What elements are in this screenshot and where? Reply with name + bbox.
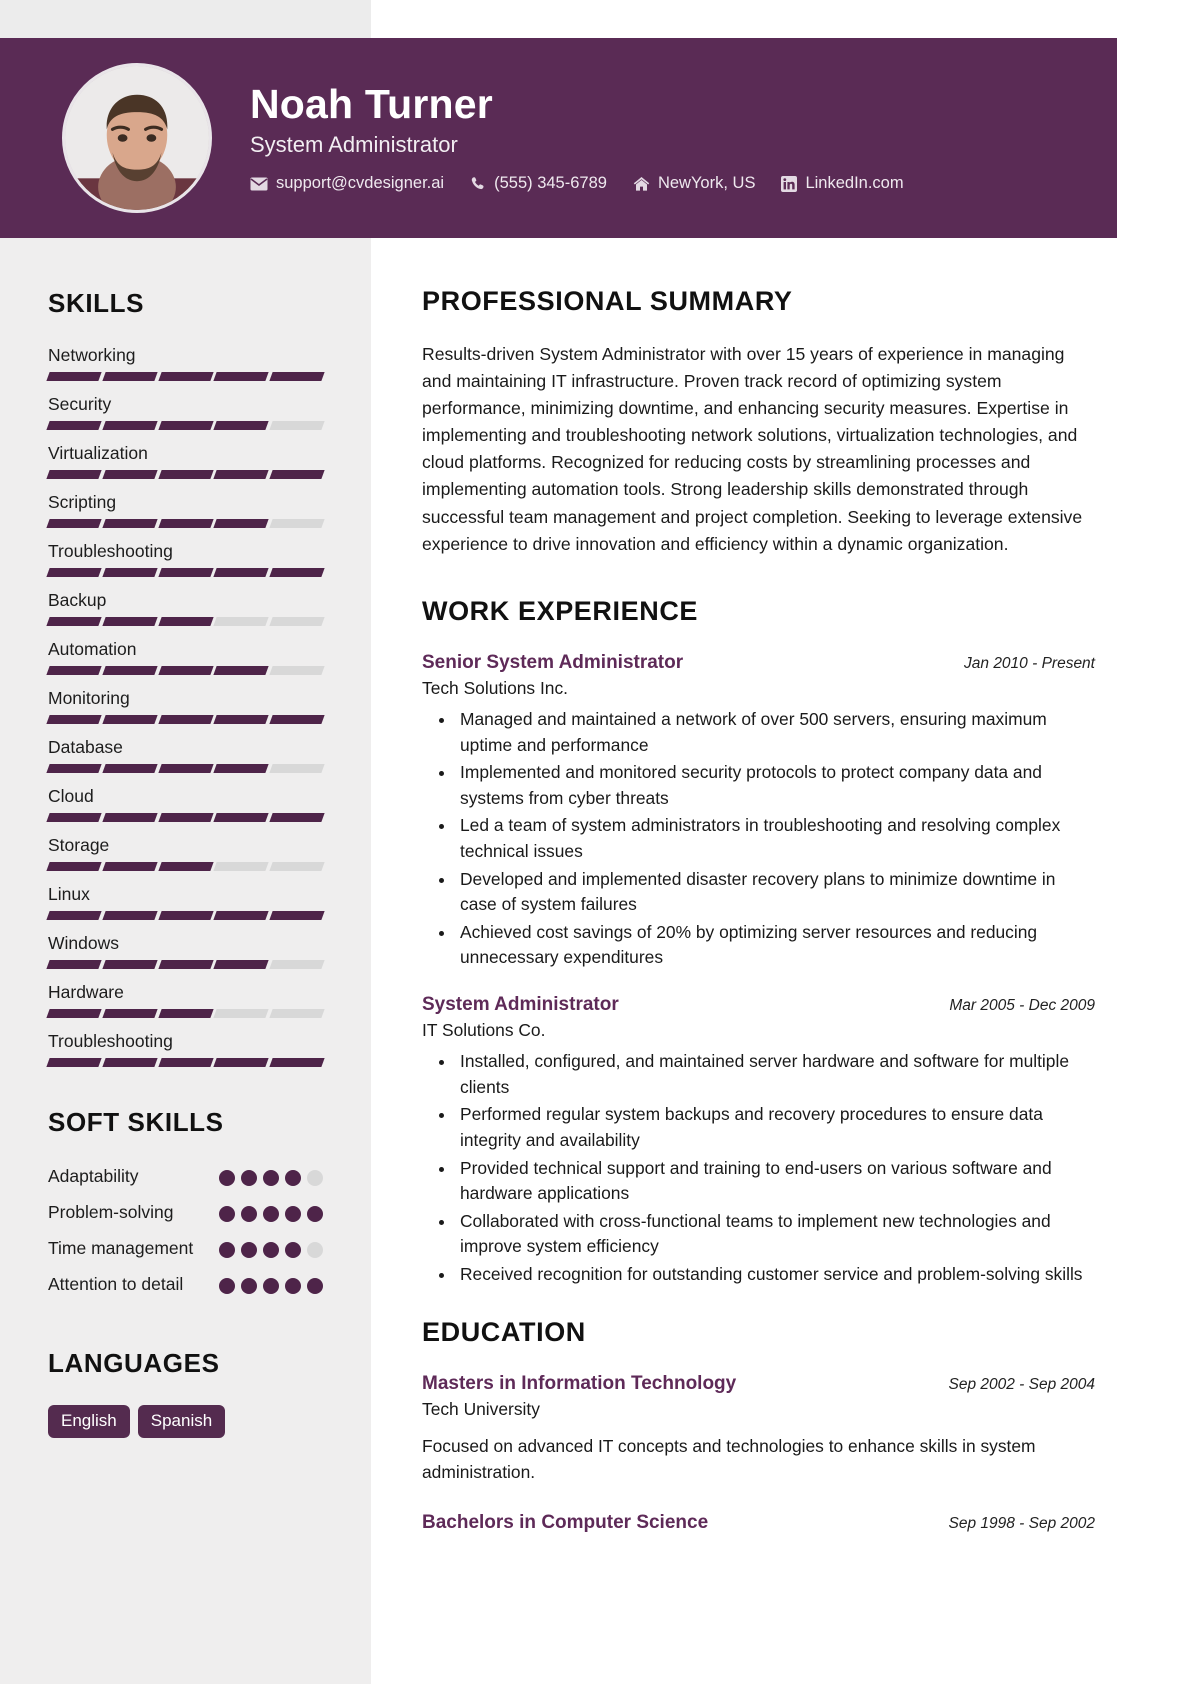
rating-dot — [285, 1206, 301, 1222]
experience-bullet: • Provided technical support and training to end-users on various software and hardware applications — [456, 1156, 1095, 1207]
education-section-title: EDUCATION — [422, 1317, 586, 1348]
skill-item — [48, 786, 323, 822]
rating-dot — [241, 1206, 257, 1222]
skill-bar-segment — [102, 519, 157, 528]
rating-dot — [307, 1170, 323, 1186]
skill-bar-segment — [102, 372, 157, 381]
main-content — [371, 238, 1200, 1684]
avatar — [62, 63, 212, 213]
skill-name: Automation — [48, 639, 137, 659]
experience-bullet: • Collaborated with cross-functional teams to implement new technologies and improve system efficiency — [456, 1209, 1095, 1260]
skill-item — [48, 1031, 323, 1067]
skill-bar-segment — [158, 470, 213, 479]
contact-phone-text: (555) 345-6789 — [494, 174, 607, 193]
skill-item — [48, 737, 323, 773]
skill-bar-segment — [158, 421, 213, 430]
skill-level-bar — [48, 617, 323, 626]
skill-bar-segment — [270, 666, 325, 675]
phone-icon — [470, 176, 486, 192]
language-tag: English — [48, 1405, 130, 1438]
education-entry — [422, 1372, 1095, 1485]
skill-bar-segment — [46, 470, 101, 479]
skill-bar-segment — [46, 911, 101, 920]
experience-list — [422, 651, 1095, 1288]
skill-item — [48, 345, 323, 381]
skill-level-bar — [48, 911, 323, 920]
skill-bar-segment — [270, 617, 325, 626]
skill-bar-segment — [102, 862, 157, 871]
skill-level-bar — [48, 372, 323, 381]
skill-bar-segment — [158, 1009, 213, 1018]
skill-bar-segment — [214, 1009, 269, 1018]
skill-item — [48, 639, 323, 675]
rating-dot — [219, 1206, 235, 1222]
experience-organization: IT Solutions Co. — [422, 1019, 546, 1040]
soft-skill-label: Attention to detail — [48, 1274, 184, 1294]
rating-dot — [307, 1206, 323, 1222]
skill-bar-segment — [214, 666, 269, 675]
skill-bar-segment — [102, 421, 157, 430]
skill-name: Hardware — [48, 982, 124, 1002]
language-tags — [48, 1405, 323, 1438]
skill-bar-segment — [214, 715, 269, 724]
soft-skill-item — [48, 1164, 323, 1192]
soft-skills-section-title: SOFT SKILLS — [48, 1107, 224, 1137]
languages-section-title: LANGUAGES — [48, 1348, 220, 1378]
skill-name: Backup — [48, 590, 107, 610]
skill-level-bar — [48, 764, 323, 773]
skill-name: Monitoring — [48, 688, 130, 708]
linkedin-icon — [781, 176, 797, 192]
experience-entry — [422, 993, 1095, 1288]
skill-bar-segment — [102, 470, 157, 479]
skill-bar-segment — [270, 862, 325, 871]
soft-skill-item — [48, 1272, 323, 1300]
education-date: Sep 2002 - Sep 2004 — [948, 1376, 1095, 1394]
skill-bar-segment — [46, 764, 101, 773]
skill-bar-segment — [158, 519, 213, 528]
skill-bar-segment — [158, 715, 213, 724]
experience-bullets — [422, 1049, 1095, 1287]
skill-bar-segment — [158, 1058, 213, 1067]
education-title: Masters in Information Technology — [422, 1373, 737, 1395]
rating-dot — [241, 1242, 257, 1258]
skill-name: Troubleshooting — [48, 1031, 173, 1051]
soft-skills-section — [48, 1107, 323, 1300]
envelope-icon — [250, 177, 268, 191]
rating-dot — [307, 1278, 323, 1294]
experience-entry — [422, 651, 1095, 971]
experience-bullet: • Implemented and monitored security protocols to protect company data and systems from cyber threats — [456, 760, 1095, 811]
experience-bullet: • Managed and maintained a network of over 500 servers, ensuring maximum uptime and performance — [456, 707, 1095, 758]
skill-item — [48, 443, 323, 479]
skill-item — [48, 982, 323, 1018]
skill-bar-segment — [214, 960, 269, 969]
education-entry — [422, 1511, 1095, 1535]
skill-bar-segment — [270, 421, 325, 430]
skill-level-bar — [48, 1058, 323, 1067]
contact-linkedin-text: LinkedIn.com — [805, 174, 904, 193]
soft-skill-rating — [219, 1272, 323, 1294]
experience-title: System Administrator — [422, 993, 619, 1015]
summary-section-title: PROFESSIONAL SUMMARY — [422, 286, 793, 316]
rating-dot — [219, 1278, 235, 1294]
rating-dot — [219, 1242, 235, 1258]
skill-name: Troubleshooting — [48, 541, 173, 561]
skill-bar-segment — [46, 960, 101, 969]
experience-bullet: • Performed regular system backups and recovery procedures to ensure data integrity and availability — [456, 1102, 1095, 1153]
rating-dot — [241, 1278, 257, 1294]
skill-level-bar — [48, 568, 323, 577]
skill-name: Database — [48, 737, 123, 757]
education-list — [422, 1372, 1095, 1534]
candidate-name: Noah Turner — [250, 80, 493, 127]
skill-bar-segment — [270, 764, 325, 773]
contact-phone[interactable] — [470, 174, 607, 193]
soft-skill-label: Time management — [48, 1238, 194, 1258]
skills-list — [48, 345, 323, 1067]
skill-bar-segment — [102, 1058, 157, 1067]
experience-bullet: • Achieved cost savings of 20% by optimizing server resources and reducing unnecessary expenditures — [456, 920, 1095, 971]
skill-bar-segment — [46, 372, 101, 381]
soft-skill-item — [48, 1236, 323, 1264]
skill-bar-segment — [270, 911, 325, 920]
skill-bar-segment — [270, 1058, 325, 1067]
skill-bar-segment — [270, 960, 325, 969]
skill-level-bar — [48, 715, 323, 724]
rating-dot — [285, 1242, 301, 1258]
skill-item — [48, 835, 323, 871]
skill-level-bar — [48, 470, 323, 479]
skill-bar-segment — [158, 862, 213, 871]
skill-bar-segment — [46, 1058, 101, 1067]
skill-name: Scripting — [48, 492, 117, 512]
skill-name: Virtualization — [48, 443, 148, 463]
experience-bullet: • Led a team of system administrators in troubleshooting and resolving complex technical issues — [456, 813, 1095, 864]
skill-bar-segment — [158, 568, 213, 577]
skill-bar-segment — [102, 617, 157, 626]
soft-skill-item — [48, 1200, 323, 1228]
rating-dot — [263, 1242, 279, 1258]
header-right-gap — [1117, 38, 1200, 238]
skill-bar-segment — [214, 470, 269, 479]
skill-item — [48, 541, 323, 577]
skill-level-bar — [48, 421, 323, 430]
entry-header — [422, 1372, 1095, 1396]
soft-skill-label: Problem-solving — [48, 1202, 174, 1222]
skill-item — [48, 394, 323, 430]
skill-bar-segment — [158, 666, 213, 675]
soft-skill-label: Adaptability — [48, 1166, 139, 1186]
skill-bar-segment — [158, 764, 213, 773]
experience-title: Senior System Administrator — [422, 651, 684, 673]
skill-item — [48, 884, 323, 920]
skill-bar-segment — [158, 617, 213, 626]
skill-bar-segment — [270, 813, 325, 822]
rating-dot — [285, 1170, 301, 1186]
experience-bullet: • Developed and implemented disaster recovery plans to minimize downtime in case of system failures — [456, 867, 1095, 918]
skill-bar-segment — [214, 519, 269, 528]
rating-dot — [263, 1278, 279, 1294]
skill-bar-segment — [158, 960, 213, 969]
skill-bar-segment — [158, 911, 213, 920]
skill-item — [48, 688, 323, 724]
skill-bar-segment — [102, 568, 157, 577]
experience-bullet: • Installed, configured, and maintained server hardware and software for multiple clients — [456, 1049, 1095, 1100]
skill-bar-segment — [102, 764, 157, 773]
experience-bullets — [422, 707, 1095, 971]
experience-bullet: • Received recognition for outstanding customer service and problem-solving skills — [456, 1262, 1095, 1288]
skill-bar-segment — [46, 1009, 101, 1018]
skill-bar-segment — [214, 813, 269, 822]
contact-email-text: support@cvdesigner.ai — [276, 174, 445, 193]
entry-header — [422, 1511, 1095, 1535]
skill-item — [48, 933, 323, 969]
contact-linkedin[interactable] — [781, 174, 903, 193]
education-section — [422, 1317, 1095, 1534]
rating-dot — [307, 1242, 323, 1258]
skill-bar-segment — [270, 519, 325, 528]
rating-dot — [263, 1170, 279, 1186]
resume-body — [0, 238, 1200, 1684]
entry-header — [422, 651, 1095, 675]
rating-dot — [241, 1170, 257, 1186]
skill-name: Networking — [48, 345, 136, 365]
entry-header — [422, 993, 1095, 1017]
soft-skill-rating — [219, 1200, 323, 1222]
skill-bar-segment — [214, 617, 269, 626]
skill-level-bar — [48, 519, 323, 528]
home-icon — [633, 176, 650, 192]
rating-dot — [263, 1206, 279, 1222]
skill-name: Windows — [48, 933, 119, 953]
skill-bar-segment — [214, 862, 269, 871]
skill-bar-segment — [270, 715, 325, 724]
skill-bar-segment — [214, 911, 269, 920]
soft-skill-rating — [219, 1164, 323, 1186]
education-date: Sep 1998 - Sep 2002 — [948, 1515, 1095, 1533]
skill-bar-segment — [102, 813, 157, 822]
skill-bar-segment — [158, 372, 213, 381]
experience-organization: Tech Solutions Inc. — [422, 677, 568, 698]
contact-location[interactable] — [633, 174, 756, 193]
skill-item — [48, 590, 323, 626]
education-title: Bachelors in Computer Science — [422, 1512, 709, 1534]
resume-header — [0, 38, 1117, 238]
skill-level-bar — [48, 862, 323, 871]
skill-name: Security — [48, 394, 112, 414]
skill-bar-segment — [46, 519, 101, 528]
experience-section-title: WORK EXPERIENCE — [422, 595, 699, 626]
contact-email[interactable] — [250, 174, 444, 193]
skill-bar-segment — [102, 1009, 157, 1018]
language-tag: Spanish — [138, 1405, 225, 1438]
skill-bar-segment — [102, 960, 157, 969]
skill-bar-segment — [214, 372, 269, 381]
education-description: Focused on advanced IT concepts and technologies to enhance skills in system administration. — [422, 1435, 1036, 1482]
education-institution: Tech University — [422, 1399, 540, 1420]
skill-bar-segment — [270, 568, 325, 577]
skill-bar-segment — [158, 813, 213, 822]
skill-bar-segment — [214, 764, 269, 773]
skills-section-title: SKILLS — [48, 288, 145, 318]
skill-bar-segment — [214, 568, 269, 577]
skill-bar-segment — [46, 568, 101, 577]
rating-dot — [285, 1278, 301, 1294]
skill-bar-segment — [102, 715, 157, 724]
skill-bar-segment — [270, 372, 325, 381]
contact-row — [250, 174, 904, 193]
summary-text: Results-driven System Administrator with over 15 years of experience in managing and maintaining IT infrastructure. Proven track record of optimizing system performance, minimizing downtime, and enhancing security measures. Expertise in implementing and troubleshooting network solutions, virtualization technologies, and cloud platforms. Recognized for reducing costs by streamlining processes and implementing automation tools. Strong leadership skills demonstrated through successful team management and project completion. Seeking to leverage extensive experience to drive innovation and efficiency within a dynamic organization. — [422, 344, 1083, 554]
skill-bar-segment — [102, 911, 157, 920]
skill-bar-segment — [46, 666, 101, 675]
skill-bar-segment — [270, 470, 325, 479]
top-strip-left — [0, 0, 371, 38]
skill-bar-segment — [214, 1058, 269, 1067]
candidate-job-title: System Administrator — [250, 132, 458, 158]
skill-level-bar — [48, 960, 323, 969]
skill-bar-segment — [214, 421, 269, 430]
skill-bar-segment — [46, 617, 101, 626]
skill-level-bar — [48, 813, 323, 822]
sidebar — [0, 238, 371, 1684]
rating-dot — [219, 1170, 235, 1186]
soft-skills-list — [48, 1164, 323, 1300]
skill-name: Linux — [48, 884, 90, 904]
languages-section — [48, 1348, 323, 1438]
contact-location-text: NewYork, US — [657, 174, 756, 193]
soft-skill-rating — [219, 1236, 323, 1258]
skill-level-bar — [48, 1009, 323, 1018]
experience-date: Mar 2005 - Dec 2009 — [949, 996, 1095, 1014]
skill-level-bar — [48, 666, 323, 675]
experience-date: Jan 2010 - Present — [964, 654, 1095, 672]
skill-name: Storage — [48, 835, 110, 855]
header-text-block — [250, 80, 904, 193]
skill-bar-segment — [46, 862, 101, 871]
skill-bar-segment — [46, 715, 101, 724]
skill-bar-segment — [46, 421, 101, 430]
skill-bar-segment — [102, 666, 157, 675]
top-strip-right — [371, 0, 1200, 38]
skill-bar-segment — [46, 813, 101, 822]
skill-bar-segment — [270, 1009, 325, 1018]
skill-item — [48, 492, 323, 528]
skill-name: Cloud — [48, 786, 94, 806]
